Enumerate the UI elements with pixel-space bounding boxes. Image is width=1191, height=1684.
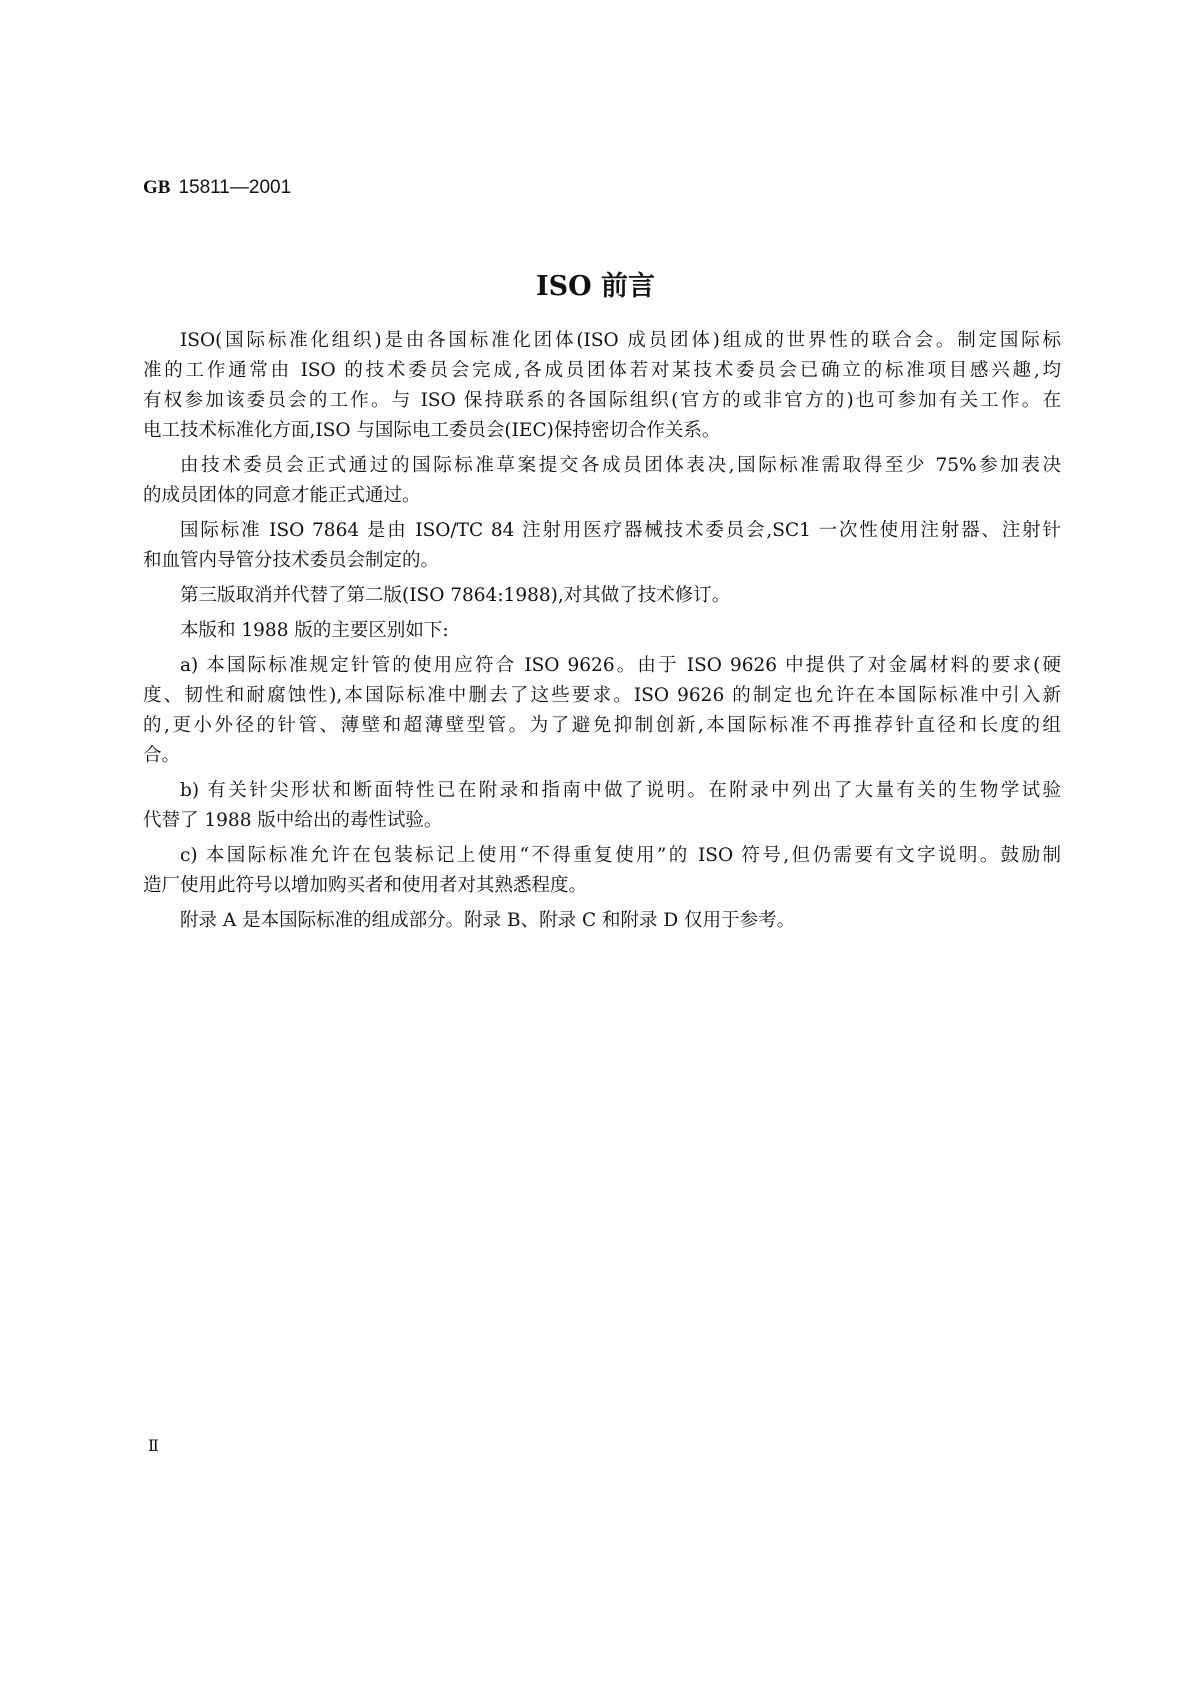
paragraph [143, 651, 1061, 771]
text-line: 准的工作通常由 ISO 的技术委员会完成,各成员团体若对某技术委员会已确立的标准项目感兴趣,均 [143, 360, 1061, 381]
text-line: 和血管内导管分技术委员会制定的。 [143, 550, 440, 571]
standard-prefix: GB [143, 177, 171, 198]
text-line: 由技术委员会正式通过的国际标准草案提交各成员团体表决,国际标准需取得至少 75%参加表决 [180, 455, 1061, 476]
text-line: 的成员团体的同意才能正式通过。 [143, 485, 421, 506]
text-line: 电工技术标准化方面,ISO 与国际电工委员会(IEC)保持密切合作关系。 [143, 420, 721, 441]
text-line: 第三版取消并代替了第二版(ISO 7864:1988),对其做了技术修订。 [180, 585, 731, 606]
paragraph [143, 326, 1061, 446]
standard-number: 15811—2001 [178, 177, 292, 198]
text-line: b) 有关针尖形状和断面特性已在附录和指南中做了说明。在附录中列出了大量有关的生物学试验 [180, 780, 1061, 801]
text-line: 有权参加该委员会的工作。与 ISO 保持联系的各国际组织(官方的或非官方的)也可参加有关工作。在 [143, 390, 1061, 411]
paragraph [143, 616, 1061, 646]
text-line: a) 本国际标准规定针管的使用应符合 ISO 9626。由于 ISO 9626 中提供了对金属材料的要求(硬 [180, 655, 1061, 676]
paragraph [143, 451, 1061, 511]
text-line: ISO(国际标准化组织)是由各国标准化团体(ISO 成员团体)组成的世界性的联合会。制定国际标 [180, 330, 1061, 351]
text-line: 国际标准 ISO 7864 是由 ISO/TC 84 注射用医疗器械技术委员会,SC1 一次性使用注射器、注射针 [180, 520, 1061, 541]
paragraph [143, 581, 1061, 611]
text-line: 附录 A 是本国际标准的组成部分。附录 B、附录 C 和附录 D 仅用于参考。 [180, 910, 796, 931]
document-body [143, 326, 1061, 941]
text-line: 本版和 1988 版的主要区别如下: [180, 620, 449, 641]
text-line: 合。 [143, 745, 181, 766]
paragraph [143, 516, 1061, 576]
text-line: 造厂使用此符号以增加购买者和使用者对其熟悉程度。 [143, 875, 588, 896]
document-header [143, 176, 291, 199]
page-number: Ⅱ [148, 1436, 159, 1455]
text-line: c) 本国际标准允许在包装标记上使用“不得重复使用”的 ISO 符号,但仍需要有文字说明。鼓励制 [180, 845, 1061, 866]
text-line: 的,更小外径的针管、薄壁和超薄壁型管。为了避免抑制创新,本国际标准不再推荐针直径和长度的组 [143, 715, 1061, 736]
paragraph [143, 906, 1061, 936]
text-line: 代替了 1988 版中给出的毒性试验。 [143, 810, 443, 831]
paragraph [143, 776, 1061, 836]
page-title: ISO 前言 [535, 271, 656, 302]
paragraph [143, 841, 1061, 901]
text-line: 度、韧性和耐腐蚀性),本国际标准中删去了这些要求。ISO 9626 的制定也允许在本国际标准中引入新 [143, 685, 1061, 706]
